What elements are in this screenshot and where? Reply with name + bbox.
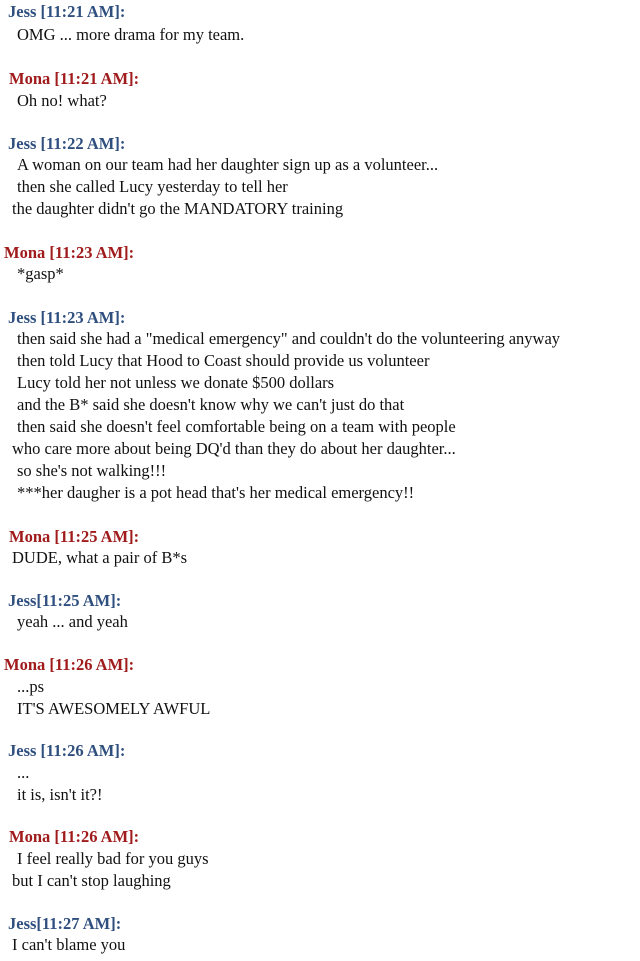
message-line: Lucy told her not unless we donate $500 dollars	[17, 373, 335, 392]
sender-header: Jess [11:26 AM]:	[8, 741, 126, 760]
message-line: DUDE, what a pair of B*s	[12, 548, 188, 567]
sender-header: Jess[11:25 AM]:	[8, 591, 122, 610]
sender-header: Jess [11:23 AM]:	[8, 308, 126, 327]
message-line: IT'S AWESOMELY AWFUL	[17, 699, 211, 718]
message-line: ...ps	[17, 677, 45, 696]
message-line: and the B* said she doesn't know why we can't just do that	[17, 395, 405, 414]
message-line: then she called Lucy yesterday to tell her	[17, 177, 288, 196]
message-line: yeah ... and yeah	[17, 612, 128, 631]
sender-header: Jess [11:22 AM]:	[8, 134, 126, 153]
message-line: Oh no! what?	[17, 91, 107, 110]
sender-header: Jess [11:21 AM]:	[8, 2, 126, 21]
message-line: who care more about being DQ'd than they do about her daughter...	[12, 439, 456, 458]
sender-header: Mona [11:25 AM]:	[9, 527, 140, 546]
message-line: then said she doesn't feel comfortable being on a team with people	[17, 417, 456, 436]
sender-header: Mona [11:26 AM]:	[4, 655, 135, 674]
message-line: ***her daugher is a pot head that's her medical emergency!!	[17, 483, 415, 502]
message-line: then told Lucy that Hood to Coast should provide us volunteer	[17, 351, 430, 370]
sender-header: Mona [11:26 AM]:	[9, 827, 140, 846]
message-line: ...	[17, 763, 30, 782]
message-line: I feel really bad for you guys	[17, 849, 209, 868]
sender-header: Mona [11:21 AM]:	[9, 69, 140, 88]
message-line: but I can't stop laughing	[12, 871, 171, 890]
message-line: so she's not walking!!!	[17, 461, 167, 480]
message-line: then said she had a "medical emergency" and couldn't do the volunteering anyway	[17, 329, 561, 348]
sender-header: Mona [11:23 AM]:	[4, 243, 135, 262]
message-line: it is, isn't it?!	[17, 785, 103, 804]
message-line: I can't blame you	[12, 935, 126, 954]
message-line: *gasp*	[17, 264, 64, 283]
message-line: OMG ... more drama for my team.	[17, 25, 245, 44]
message-line: the daughter didn't go the MANDATORY training	[12, 199, 344, 218]
message-line: A woman on our team had her daughter sign up as a volunteer...	[17, 155, 439, 174]
sender-header: Jess[11:27 AM]:	[8, 914, 122, 933]
